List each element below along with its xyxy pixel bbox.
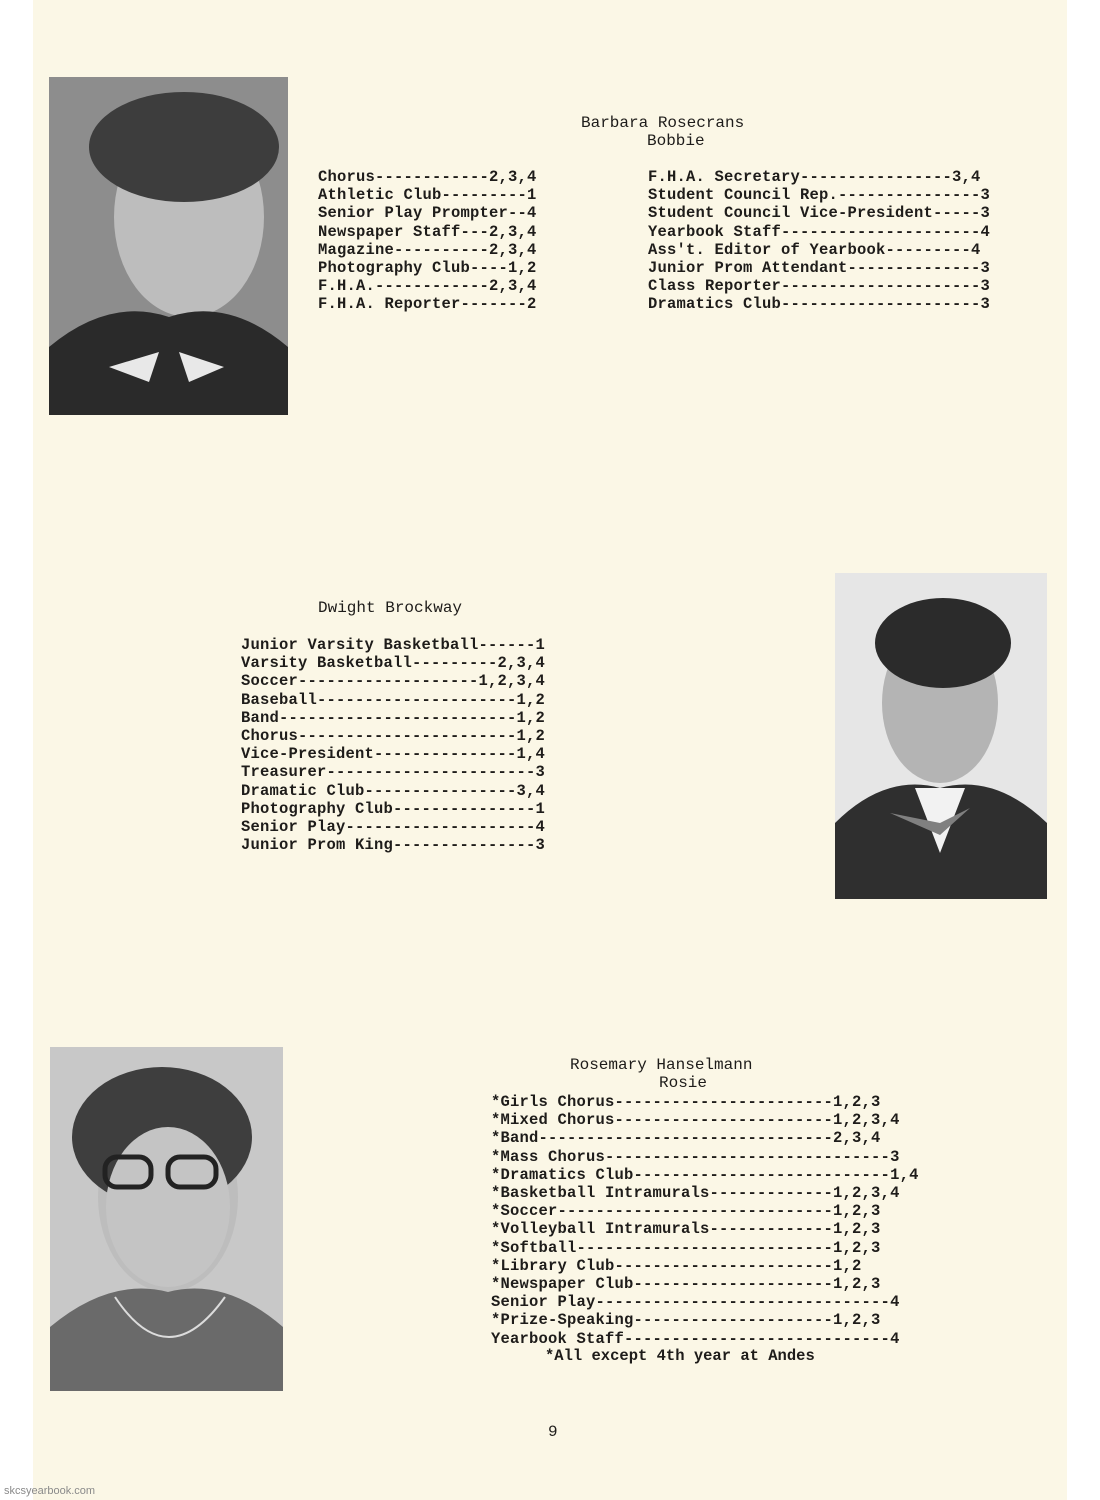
- activity-item: Yearbook Staff---------------------4: [648, 222, 991, 241]
- footnote-rosemary: *All except 4th year at Andes: [545, 1347, 815, 1365]
- activity-item: Junior Varsity Basketball------1: [241, 636, 546, 654]
- activity-item: *Prize-Speaking---------------------1,2,3: [491, 1311, 881, 1330]
- activities-dwight: [241, 636, 545, 854]
- activity-item: Senior Play--------------------4: [241, 818, 546, 837]
- student-name-dwight: Dwight Brockway: [318, 599, 463, 617]
- activity-item: Junior Prom King---------------3: [241, 836, 546, 855]
- activity-item: *Dramatics Club---------------------------1,4: [491, 1165, 919, 1184]
- activity-item: *Mixed Chorus-----------------------1,2,3,4: [491, 1111, 900, 1130]
- activity-item: Ass't. Editor of Yearbook---------4: [648, 240, 981, 259]
- portrait-rosemary: [50, 1047, 283, 1391]
- watermark: skcsyearbook.com: [4, 1485, 96, 1497]
- activity-item: Band-------------------------1,2: [241, 708, 546, 727]
- activity-item: *Volleyball Intramurals-------------1,2,3: [491, 1220, 881, 1239]
- activity-item: Magazine----------2,3,4: [318, 240, 537, 259]
- activity-item: Yearbook Staff----------------------------4: [491, 1329, 900, 1348]
- activity-item: Dramatic Club----------------3,4: [241, 781, 546, 800]
- activity-item: *Band-------------------------------2,3,4: [491, 1129, 881, 1148]
- student-nickname-barbara: Bobbie: [647, 132, 705, 150]
- activity-item: *Soccer-----------------------------1,2,3: [491, 1202, 881, 1221]
- activity-item: Dramatics Club---------------------3: [648, 295, 991, 314]
- activity-item: Treasurer----------------------3: [241, 763, 546, 782]
- activity-item: *Girls Chorus-----------------------1,2,3: [491, 1093, 881, 1111]
- activity-item: Senior Play Prompter--4: [318, 204, 537, 223]
- activity-item: Class Reporter---------------------3: [648, 277, 991, 296]
- student-nickname-rosemary: Rosie: [659, 1074, 708, 1092]
- activity-item: *Library Club-----------------------1,2: [491, 1256, 862, 1275]
- portrait-barbara: [49, 77, 288, 415]
- activity-item: Student Council Rep.---------------3: [648, 186, 991, 205]
- activity-item: Chorus------------2,3,4: [318, 168, 537, 186]
- student-name-rosemary: Rosemary Hanselmann: [570, 1056, 753, 1074]
- activity-item: *Mass Chorus------------------------------3: [491, 1147, 900, 1166]
- activity-item: Vice-President---------------1,4: [241, 745, 546, 764]
- activities-rosemary: [491, 1093, 919, 1348]
- activity-item: Chorus-----------------------1,2: [241, 727, 546, 746]
- activity-item: Photography Club---------------1: [241, 799, 546, 818]
- student-name-barbara: Barbara Rosecrans: [581, 114, 745, 132]
- activity-item: *Newspaper Club---------------------1,2,3: [491, 1275, 881, 1294]
- activity-item: Athletic Club---------1: [318, 186, 537, 205]
- activity-item: *Basketball Intramurals-------------1,2,3,4: [491, 1184, 900, 1203]
- activity-item: Baseball---------------------1,2: [241, 690, 546, 709]
- activity-item: Student Council Vice-President-----3: [648, 204, 991, 223]
- yearbook-page: [33, 0, 1067, 1500]
- activity-item: Varsity Basketball---------2,3,4: [241, 654, 546, 673]
- activity-item: Junior Prom Attendant--------------3: [648, 259, 991, 278]
- activity-item: *Softball---------------------------1,2,3: [491, 1238, 881, 1257]
- portrait-dwight: [835, 573, 1047, 899]
- activities-barbara-left: [318, 168, 537, 314]
- activity-item: F.H.A.------------2,3,4: [318, 277, 537, 296]
- activity-item: Photography Club----1,2: [318, 259, 537, 278]
- activity-item: Soccer-------------------1,2,3,4: [241, 672, 546, 691]
- page-number: 9: [548, 1423, 558, 1441]
- activity-item: Newspaper Staff---2,3,4: [318, 222, 537, 241]
- activity-item: F.H.A. Reporter-------2: [318, 295, 537, 314]
- activity-item: F.H.A. Secretary----------------3,4: [648, 168, 981, 186]
- activity-item: Senior Play-------------------------------4: [491, 1293, 900, 1312]
- activities-barbara-right: [648, 168, 990, 314]
